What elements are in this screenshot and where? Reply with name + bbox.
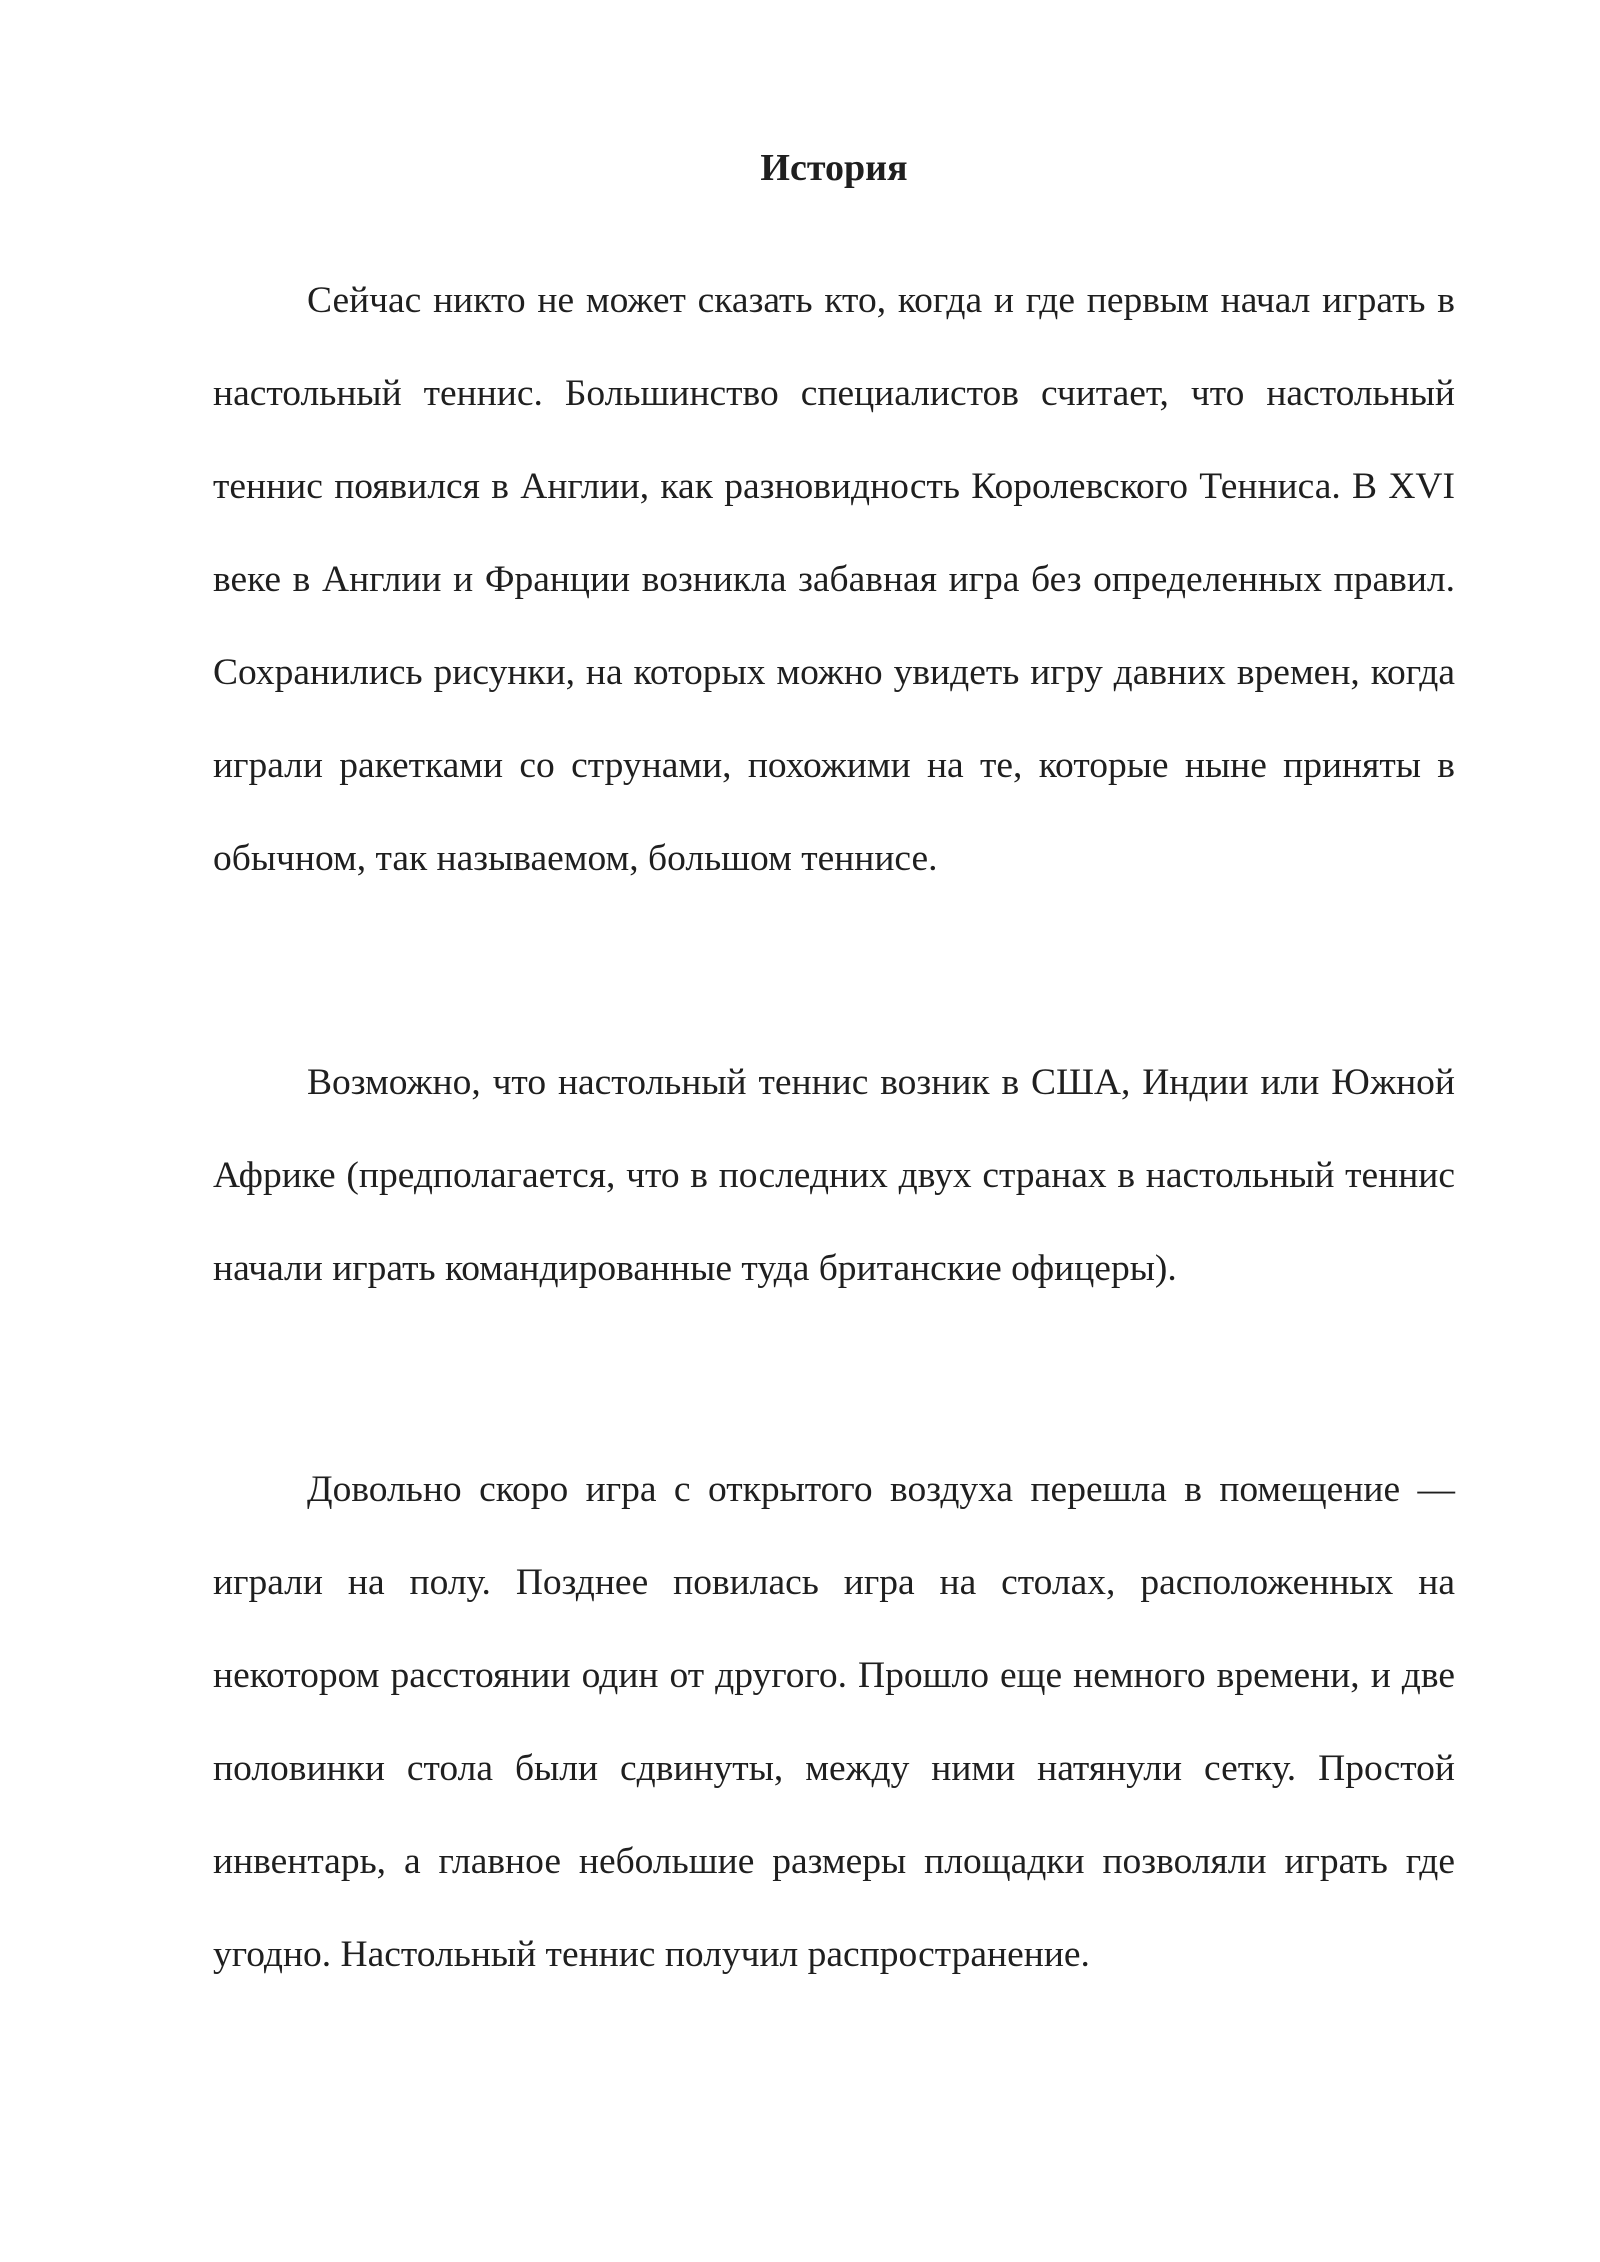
document-title: История	[760, 147, 908, 189]
document-page	[213, 0, 1455, 2262]
paragraph-3: Довольно скоро игра с открытого воздуха перешла в помещение — играли на полу. Позднее повилась игра на столах, расположенных на некотором расстоянии один от другого. Прошло еще немного времени, и две половинки стола были сдвинуты, между ними натянули сетку. Простой инвентарь, а главное небольшие размеры площадки позволяли играть где угодно. Настольный теннис получил распространение.	[213, 1469, 1455, 1975]
paragraph-2: Возможно, что настольный теннис возник в США, Индии или Южной Африке (предполагается, что в последних двух странах в настольный теннис начали играть командированные туда британские офицеры).	[213, 1062, 1455, 1289]
paragraph-1: Сейчас никто не может сказать кто, когда и где первым начал играть в настольный теннис. Большинство специалистов считает, что настольный теннис появился в Англии, как разновидность Королевского Тенниса. В XVI веке в Англии и Франции возникла забавная игра без определенных правил. Сохранились рисунки, на которых можно увидеть игру давних времен, когда играли ракетками со струнами, похожими на те, которые ныне приняты в обычном, так называемом, большом теннисе.	[213, 280, 1455, 879]
